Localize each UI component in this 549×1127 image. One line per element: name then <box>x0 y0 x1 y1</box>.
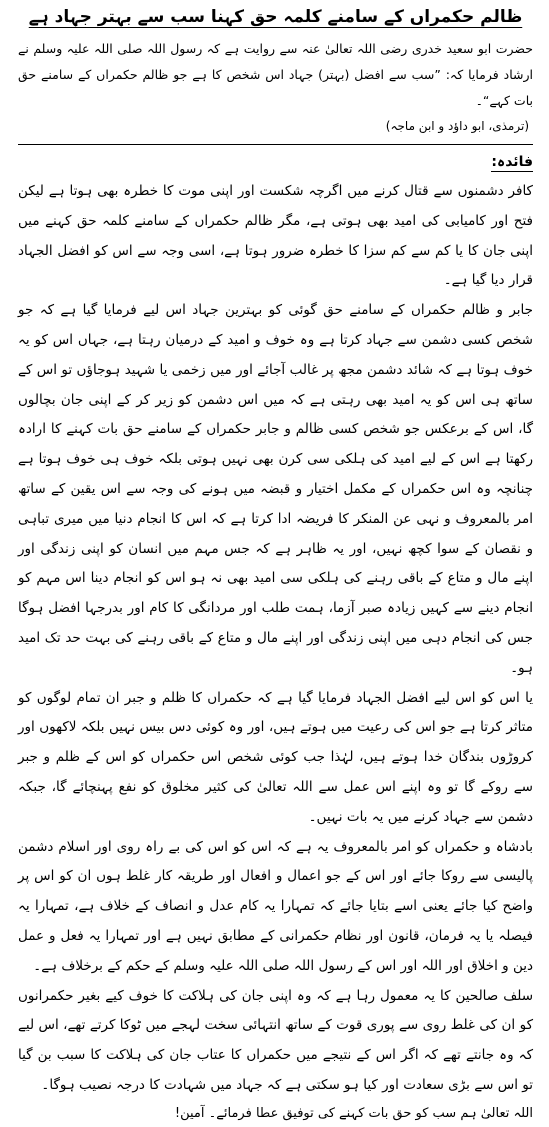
hadith-reference: (ترمذی، ابو داؤد و ابن ماجہ) <box>385 119 529 133</box>
benefit-heading-label: فائدہ: <box>491 154 533 170</box>
paragraph-1: کافر دشمنوں سے قتال کرنے میں اگرچہ شکست اور اپنی موت کا خطرہ بھی ہوتا ہے لیکن فتح اور کامیابی کی امید بھی ہوتی ہے، مگر ظالم حکمراں کے سامنے کلمہ حق کہنے میں اپنی جان کا یا کم سے کم سزا کا خطرہ ضرور ہوتا ہے، اسی وجہ سے اس کو افضل الجہاد قرار دیا گیا ہے۔ <box>18 183 533 289</box>
paragraph-4: بادشاہ و حکمراں کو امر بالمعروف یہ ہے کہ اس کو اس کی بے راہ روی اور اسلام دشمن پالیسی سے روکا جائے اور اس کے جو اعمال و افعال اور طریقہ کار غلط ہوں ان کو اس پر واضح کیا جائے یعنی اسے بتایا جائے کہ تمہارا یہ کام عدل و انصاف کے خلاف ہے، تمہارا یہ فیصلہ یا یہ فرمان، قانون اور نظام حکمرانی کے مطابق نہیں ہے اور تمہارا یہ فعل و عمل دین و اخلاق اور اللہ اور اس کے رسول اللہ صلی اللہ علیہ وسلم کے حکم کے برخلاف ہے۔ <box>18 838 533 974</box>
paragraph-5: سلف صالحین کا یہ معمول رہا ہے کہ وہ اپنی جان کی ہلاکت کا خوف کیے بغیر حکمرانوں کو ان کی غلط روی سے پوری قوت کے ساتھ انتہائی سخت لہجے میں ٹوکا کرتے تھے، اس لیے کہ وہ جانتے تھے کہ اگر اس کے نتیجے میں حکمراں کا عتاب جان کی ہلاکت کا سبب بن گیا تو اس سے بڑی سعادت اور کیا ہو سکتی ہے کہ جہاد میں شہادت کا درجہ نصیب ہوگا۔ <box>18 987 533 1093</box>
closing-prayer: اللہ تعالیٰ ہم سب کو حق بات کہنے کی توفیق عطا فرمائے۔ آمین! <box>174 1105 533 1121</box>
section-divider <box>18 144 533 145</box>
hadith-text: حضرت ابو سعید خدری رضی اللہ تعالیٰ عنہ سے روایت ہے کہ رسول اللہ صلی اللہ علیہ وسلم نے ارشاد فرمایا کہ: ”سب سے افضل (بہتر) جہاد اس شخص کا ہے جو ظالم حکمراں کے سامنے حق بات کہے“۔ <box>18 41 533 108</box>
page-title: ظالم حکمراں کے سامنے کلمہ حق کہنا سب سے بہتر جہاد ہے <box>28 7 523 27</box>
paragraph-3: یا اس کو اس لیے افضل الجہاد فرمایا گیا ہے کہ حکمراں کا ظلم و جبر ان تمام لوگوں کو متاثر کرتا ہے جو اس کی رعیت میں ہوتے ہیں، اور وہ کوئی دس بیس نہیں بلکہ لاکھوں اور کروڑوں بندگان خدا ہوتے ہیں، لہٰذا جب کوئی شخص اس حکمراں کو اس کے ظلم و جبر سے روکے گا تو وہ اپنے اس عمل سے اللہ تعالیٰ کی کثیر مخلوق کو نفع پہنچائے گا، جبکہ دشمن سے جہاد کرنے میں یہ بات نہیں۔ <box>18 689 533 825</box>
paragraph-2: جابر و ظالم حکمراں کے سامنے حق گوئی کو بہترین جہاد اس لیے فرمایا گیا ہے کہ جو شخص کسی دشمن سے جہاد کرتا ہے وہ خوف و امید کے درمیان رہتا ہے، جہاں اس کو یہ خوف ہوتا ہے کہ شائد دشمن مجھ پر غالب آجائے اور میں زخمی یا شہید ہوجاؤں تو اس کے ساتھ ہی اس کو یہ امید بھی رہتی ہے کہ میں اس دشمن کو زیر کر کے اپنی جان بچالوں گا، اس کے برعکس جو شخص کسی ظالم و جابر حکمراں کے سامنے حق بات کہنے کا ارادہ رکھتا ہے اس کے لیے امید کی ہلکی سی کرن بھی نہیں ہوتی بلکہ خوف ہی خوف ہوتا ہے چنانچہ وہ اس حکمراں کے مکمل اختیار و قبضہ میں ہونے کی وجہ سے اس یقین کے ساتھ امر بالمعروف و نہی عن المنکر کا فریضہ ادا کرتا ہے کہ اس کا انجام دنیا میں میری تباہی و نقصان کے سوا کچھ نہیں، اور یہ ظاہر ہے کہ جس مہم میں انسان کو اپنی زندگی اور اپنے مال و متاع کے باقی رہنے کی ہلکی سی امید بھی نہ ہو اس کو انجام دینا اس مہم کو انجام دینے سے کہیں زیادہ صبر آزما، ہمت طلب اور مردانگی کا کام اور بدرجہا افضل ہوگا جس کی انجام دہی میں اپنی زندگی اور اپنے مال و متاع کے باقی رہنے کی بہت حد تک امید ہو۔ <box>18 302 533 676</box>
benefit-heading <box>18 151 533 173</box>
